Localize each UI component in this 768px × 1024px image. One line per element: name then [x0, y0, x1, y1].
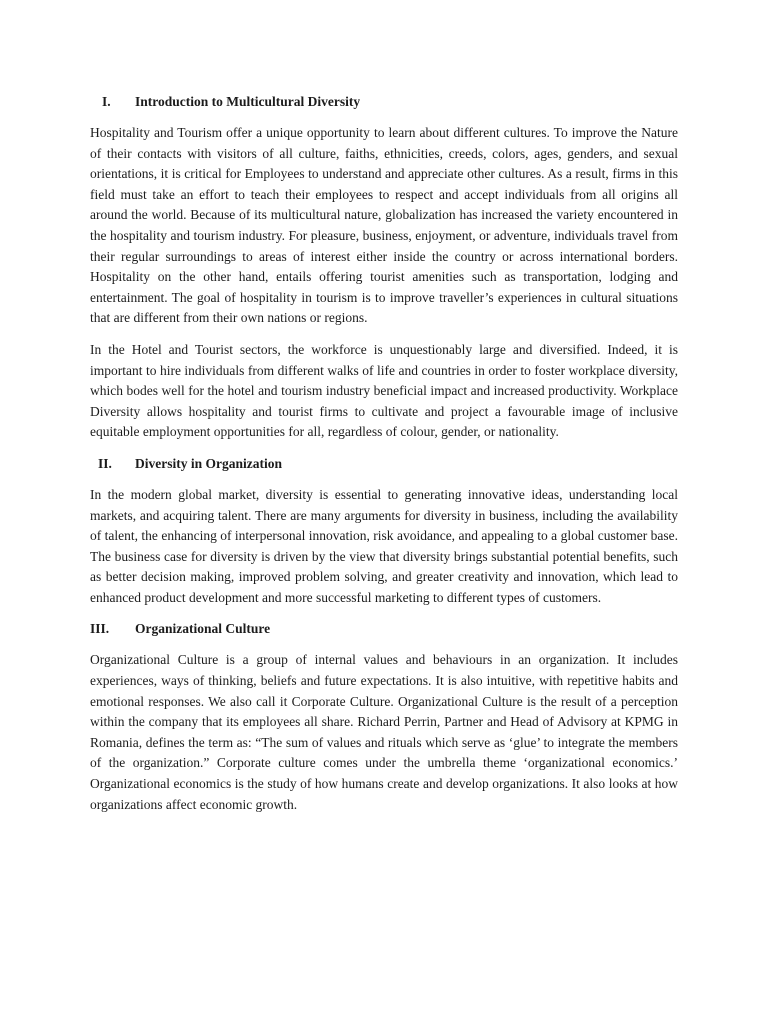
section-title: Organizational Culture: [135, 621, 271, 637]
section-number: II.: [98, 455, 112, 471]
paragraph: Organizational Culture is a group of internal values and behaviours in an organization. It includes experiences, ways of thinking, beliefs and future expectations. It is also intuitive, with repetitive habits and emotional responses. We also call it Corporate Culture. Organizational Culture is the result of a perception within the company that its employees all share. Richard Perrin, Partner and Head of Advisory at KPMG in Romania, defines the term as: “The sum of values and rituals which serve as ‘glue’ to integrate the members of the organization.” Corporate culture comes under the umbrella theme ‘organizational economics.’ Organizational economics is the study of how humans create and develop organizations. It also looks at how organizations affect economic growth.: [90, 652, 678, 812]
section-title: Diversity in Organization: [135, 455, 282, 471]
section-heading-culture: [90, 619, 678, 639]
paragraph: In the Hotel and Tourist sectors, the workforce is unquestionably large and diversified. Indeed, it is important to hire individuals from different walks of life and countries in order to foster workplace diversity, which bodes well for the hotel and tourism industry beneficial impact and increased productivity. Workplace Diversity allows hospitality and tourist firms to cultivate and project a favourable image of inclusive equitable employment opportunities for all, regardless of colour, gender, or nationality.: [90, 341, 678, 440]
document-page: [90, 92, 678, 815]
section-number: III.: [90, 621, 110, 637]
section-number: I.: [102, 94, 111, 109]
section-title: Introduction to Multicultural Diversity: [135, 94, 361, 109]
paragraph: In the modern global market, diversity is essential to generating innovative ideas, understanding local markets, and acquiring talent. There are many arguments for diversity in business, including the availability of talent, the enhancing of interpersonal innovation, risk avoidance, and appealing to a global customer base. The business case for diversity is driven by the view that diversity brings substantial potential benefits, such as better decision making, improved problem solving, and greater creativity and innovation, which lead to enhanced product development and more successful marketing to different types of customers.: [90, 486, 678, 605]
section-heading-introduction: [90, 92, 678, 112]
paragraph: Hospitality and Tourism offer a unique opportunity to learn about different cultures. To improve the Nature of their contacts with visitors of all culture, faiths, ethnicities, creeds, colors, ages, genders, and sexual orientations, it is critical for Employees to understand and appreciate other cultures. As a result, firms in this field must take an effort to teach their employees to respect and accept individuals from all origins all around the world. Because of its multicultural nature, globalization has increased the variety encountered in the hospitality and tourism industry. For pleasure, business, enjoyment, or adventure, individuals travel from their regular surroundings to areas of interest either inside the country or across international borders. Hospitality on the other hand, entails offering tourist amenities such as transportation, lodging and entertainment. The goal of hospitality in tourism is to improve traveller’s experiences in cultural situations that are different from their own nations or regions.: [90, 125, 678, 326]
section-heading-diversity: [90, 454, 678, 474]
